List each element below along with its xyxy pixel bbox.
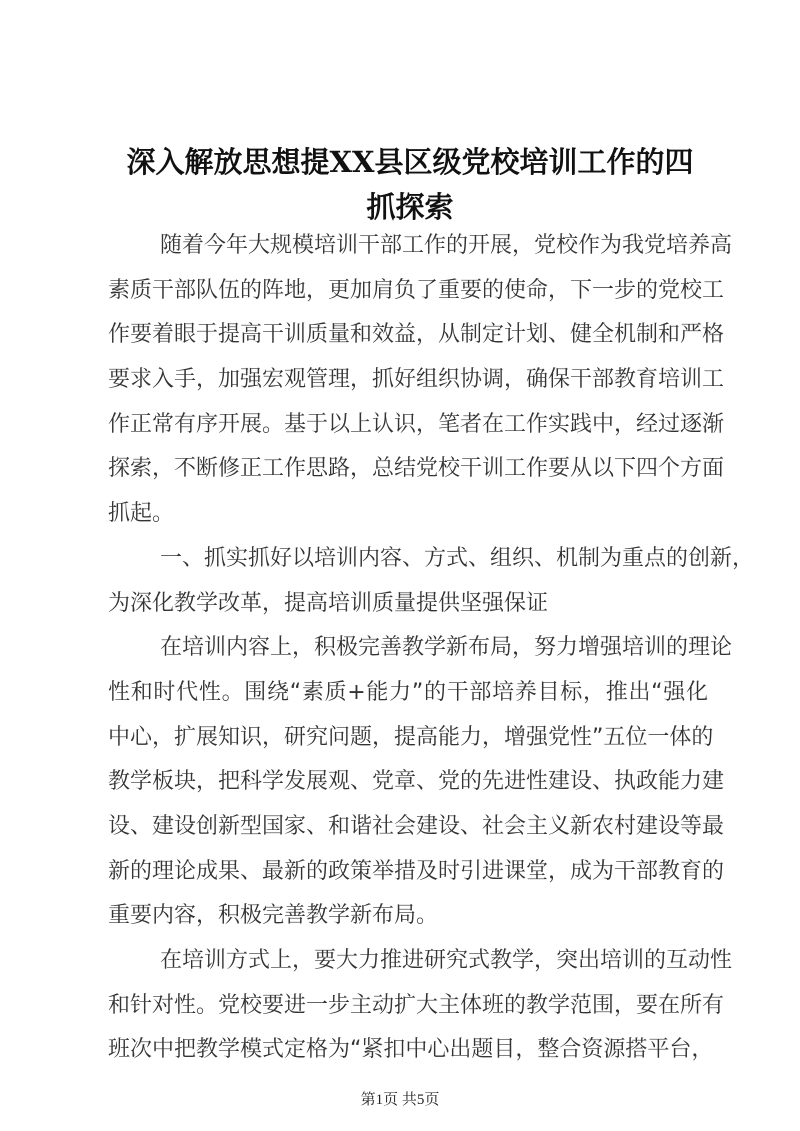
text-line: 班次中把教学模式定格为“紧扣中心出题目，整合资源搭平台， — [108, 1037, 714, 1063]
text-line: 性和时代性。围绕“素质+能力”的干部培养目标，推出“强化 — [108, 679, 708, 705]
text-line: 素质干部队伍的阵地，更加肩负了重要的使命，下一步的党校工 — [108, 277, 725, 303]
text-line: 一、抓实抓好以培训内容、方式、组织、机制为重点的创新， — [160, 545, 755, 571]
document-body — [108, 224, 755, 1073]
text-line: 新的理论成果、最新的政策举措及时引进课堂，成为干部教育的 — [108, 858, 725, 884]
text-line: 和针对性。党校要进一步主动扩大主体班的教学范围，要在所有 — [108, 992, 725, 1018]
page-number: 第1页 共5页 — [360, 1092, 440, 1108]
text-line: 随着今年大规模培训干部工作的开展，党校作为我党培养高 — [160, 233, 733, 258]
text-line: 作正常有序开展。基于以上认识，笔者在工作实践中，经过逐渐 — [108, 411, 725, 437]
paragraph — [108, 626, 733, 939]
text-line: 重要内容，积极完善教学新布局。 — [108, 903, 439, 929]
text-line: 抓起。 — [108, 501, 175, 527]
text-line: 为深化教学改革，提高培训质量提供坚强保证 — [108, 590, 549, 616]
text-line: 要求入手，加强宏观管理，抓好组织协调，确保干部教育培训工 — [108, 367, 725, 393]
text-line: 在培训方式上，要大力推进研究式教学，突出培训的互动性 — [160, 948, 733, 973]
paragraph — [108, 537, 755, 626]
text-line: 在培训内容上，积极完善教学新布局，努力增强培训的理论 — [160, 635, 733, 661]
paragraph — [108, 939, 733, 1073]
text-line: 教学板块，把科学发展观、党章、党的先进性建设、执政能力建 — [108, 769, 725, 795]
paragraph — [108, 224, 733, 537]
title-line-1: 深入解放思想提XX县区级党校培训工作的四 — [126, 145, 694, 179]
text-line: 设、建设创新型国家、和谐社会建设、社会主义新农村建设等最 — [108, 813, 725, 839]
text-line: 作要着眼于提高干训质量和效益，从制定计划、健全机制和严格 — [108, 322, 725, 348]
text-line: 探索，不断修正工作思路，总结党校干训工作要从以下四个方面 — [108, 456, 725, 482]
document-title — [100, 140, 720, 230]
text-line: 中心，扩展知识，研究问题，提高能力，增强党性”五位一体的 — [108, 724, 714, 750]
title-line-2: 抓探索 — [366, 190, 454, 224]
